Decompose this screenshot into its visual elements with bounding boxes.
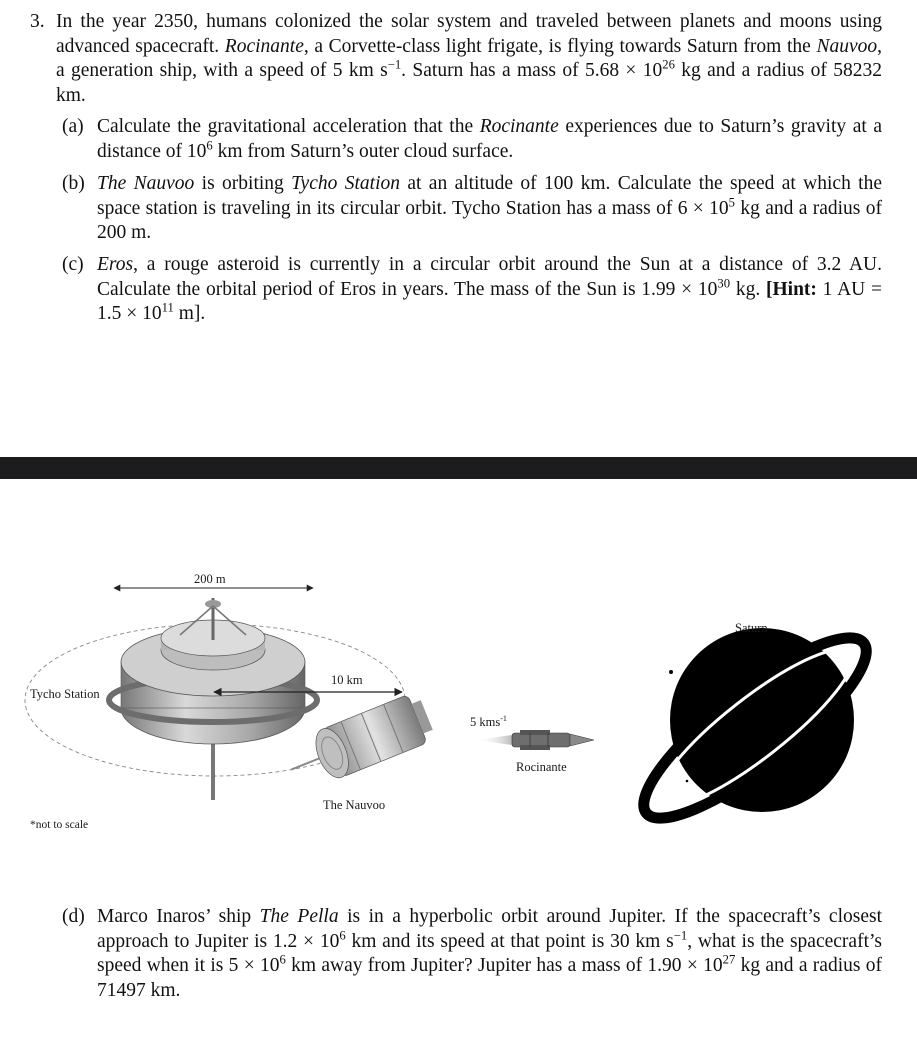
- hint-label: [Hint:: [765, 278, 817, 300]
- question-intro: In the year 2350, humans colonized the solar system and traveled between planets and moons using advanced spacecraft. Rocinante, a Corvette-class light frigate, is flying towards Saturn from the Nauvoo, a generation ship, with a speed of 5 km $s^{-1}$. Saturn has a mass of $5.68 \times 10^{26}$ kg and a radius of 58232 km.: [56, 11, 882, 106]
- saturn-label: Saturn: [735, 621, 768, 635]
- tycho-station-label: Tycho Station: [30, 687, 100, 701]
- distance-label: 10 km: [331, 673, 363, 687]
- part-b-text: The Nauvoo is orbiting Tycho Station at an altitude of 100 km. Calculate the speed at which the space station is traveling in its circular orbit. Tycho Station has a mass of $6 \times 10^5$ kg and a radius of 200 m.: [97, 173, 883, 243]
- question-number: 3.: [30, 11, 45, 32]
- not-to-scale-footnote: *not to scale: [30, 819, 89, 831]
- station-width-label: 200 m: [194, 572, 226, 586]
- ship-name-nauvoo: Nauvoo: [816, 35, 878, 57]
- rocinante-label: Rocinante: [516, 760, 567, 774]
- part-label: (b): [62, 173, 85, 194]
- rocinante-illustration: [476, 730, 594, 750]
- part-label: (a): [62, 116, 84, 137]
- ship-name-rocinante: Rocinante: [224, 35, 304, 57]
- part-label: (c): [62, 254, 84, 275]
- saturn-illustration: [623, 613, 887, 843]
- nauvoo-label: The Nauvoo: [323, 798, 386, 812]
- part-label: (d): [62, 906, 85, 927]
- orbit-diagram: [0, 560, 917, 850]
- part-c-text: Eros, a rouge asteroid is currently in a circular orbit around the Sun at a distance of 3.2 AU. Calculate the orbital period of Eros in years. The mass of the Sun is $1.99 \times 10^{30}$ kg. [Hint: 1 AU = $1.5 \times 10^{11}$ m].: [97, 254, 883, 324]
- speed-label: 5 kms$^{-1}$: [470, 713, 507, 729]
- section-divider-bar: [0, 457, 917, 479]
- part-a-text: Calculate the gravitational acceleration that the Rocinante experiences due to Saturn’s gravity at a distance of $10^6$ km from Saturn’s outer cloud surface.: [97, 116, 882, 162]
- tycho-station-illustration: [109, 598, 317, 800]
- part-d-text: Marco Inaros’ ship The Pella is in a hyperbolic orbit around Jupiter. If the spacecraft’s closest approach to Jupiter is $1.2 \times 10^6$ km and its speed at that point is 30 km $s^{-1}$, what is the spacecraft’s speed when it is $5 \times 10^6$ km away from Jupiter? Jupiter has a mass of $1.90 \times 10^{27}$ kg and a radius of 71497 km.: [97, 906, 883, 1001]
